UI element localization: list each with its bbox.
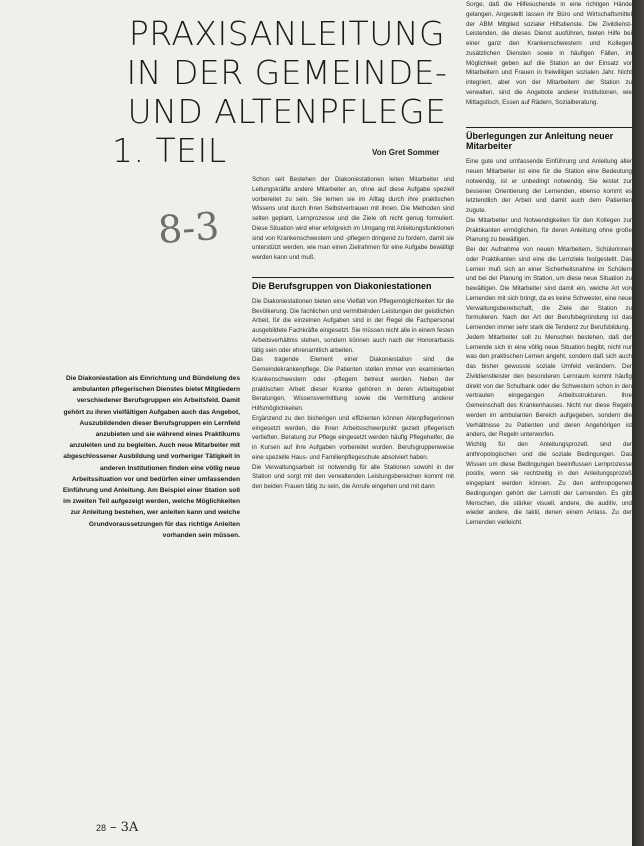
page-edge-shadow [632, 0, 644, 846]
article-intro: Die Diakoniestation als Einrichtung und Bündelung des ambulanten pflegerischen Dienstes bietet Mitgliedern verschiedener Berufsgruppen ein Arbeitsfeld. Damit gehört zu ihren vielfältigen Aufgaben auch das Angebot, Auszubildenden dieser Berufsgruppen ein Lernfeld anzubieten und sie während eines Praktikums anzuleiten und zu begleiten. Auch neue Mitarbeiter mit abgeschlossener Ausbildung und vorheriger Tätigkeit in anderen Institutionen finden eine völlig neue Arbeitssituation vor und bedürfen einer umfassenden Einführung und Anleitung. Am Beispiel einer Station soll im zweiten Teil aufgezeigt werden, welche Möglichkeiten zur Anleitung bestehen, wer anleiten kann und welche Grundvoraussetzungen für das richtige Anleiten vorhanden sein müssen. [62, 375, 240, 539]
body-paragraph: Die Mitarbeiter und Notwendigkeiten für den Kollegen zur Praktikanten ermöglichen, für deren Anleitung ohne große Planung zu bewältigen. [466, 216, 632, 244]
title-line-2: IN DER GEMEINDE- [126, 53, 448, 92]
body-paragraph: Bei der Aufnahme von neuen Mitarbeitern, Schülerinnen oder Praktikanten sind eine die Lernziele festgestellt. Das Lernen muß sich an einer Sicherheitsnahme im Schülern und bei der Planung im Station, um diese neue Situation zu bewältigen. Die Mitarbeiter sind damit ein, welche Art von Lernenden mit sich bringt, da es keine Schwester, eine neue Verwaltungsbereitschaft, die Ziele der Station zu formulieren. Nach der Art der Berufsbegründung ist das Lernenden immer sehr stark die Tendenz zur Berufsbildung. [466, 246, 632, 331]
body-paragraph: Die Diakoniestationen bieten eine Vielfalt von Pflegemöglichkeiten für die Bevölkerung. Die fachlichen und vermittelnden Leistungen der geistlichen Arbeit, für die einzelnen Aufgaben sind in der Regel die Fachpersonal ausgebildete Fachkräfte eingesetzt. Sie müssen nicht alle in einem festen Arbeitsverhältnis stehen, sondern können auch nach der Honorarbasis tätig sein oder ehrenamtlich arbeiten. [252, 297, 454, 354]
article-title [112, 14, 462, 170]
body-paragraph: Eine gute und umfassende Einführung und Anleitung aller neuen Mitarbeiter ist eine für die Station eine Bedeutung notwendig, ist er unbedingt notwendig. Sie leistet zur besseren Orientierung der Lernenden, ebenso kommt es letztendlich der Arbeit und damit auch dem Patienten zugute. [466, 158, 632, 214]
handwritten-note: 8-3 [156, 203, 221, 253]
section-heading-anleitung: Überlegungen zur Anleitung neuer Mitarbeiter [466, 131, 614, 152]
right-top-paragraph: Sorge, daß die Hilfesuchende in eine richtigen Hände gelangen. Angestellt lassen ihr Büro und Wirtschaftsmittel der ABM Mitglied sozialer Hilfsdienste. Die Zivildienst-Leistenden, die dieses Dienst ausführen, bieten Hilfe bei einer ganz den Krankenschwestern und Kollegen zusätzlichen Diensten sowie in häufigen Fällen, im Möglichkeit geben auf die Station an der Einsatz vor Mitarbeitern und Frauen in freiwilligen sozialen Jahr. Nicht integriert, aber von der Mitarbeitern der Station zu verwalten, sind die Angebote anderer Institutionen, wie Mittagstisch, Essen auf Rädern, Sozialberatung. [466, 1, 632, 106]
body-paragraph: Ergänzend zu den bisherigen und effizienten können Altenpflegerinnen eingesetzt werden, die ihren Arbeitsschwerpunkt gezielt pflegerisch vertieften. Beratung zur Pflege eingesetzt werden häufig Pflegehelfer, die in Kursen auf ihre Aufgaben vorbereitet wurden. Berufsgruppenweise eine spezielle Haus- und Familienpflegeschule absolviert haben. [252, 414, 454, 461]
handwritten-page-mark: – 3A [110, 820, 139, 835]
title-line-1: PRAXISANLEITUNG [128, 14, 446, 53]
middle-intro-paragraph: Schon seit Bestehen der Diakoniestationen leiten Mitarbeiter und Leitungskräfte andere Mitarbeiter an, ohne auf diese Aufgabe speziell vorbereitet zu sein. Sie lernen sie im Alltag durch ihre praktischen Wissens und durch ihren Selbstvertrauen mit ihnen. Die Methoden sind selten geplant, Lernprozesse und die Ziele oft nicht genug formuliert. Diese Situation wird eher erfolgreich im Umgang mit Anleitungsfunktionen sind von Krankenschwestern und -pflegern dringend zu fordern, damit sie unterstützt werden, wie man einen Zielrahmen für eine Aufgabe bewältigt werden kann und muß. [252, 176, 454, 261]
title-line-3: UND ALTENPFLEGE [127, 92, 447, 131]
section-heading-block [252, 277, 454, 291]
body-paragraph: Jedem Mitarbeiter soll zu Menschen bestehen, daß der Lernende sich in eine völlig neue Situation begibt, nicht nur was den praktischen Lernen angeht, sondern daß sich auch das bisher gewusste soziale Umfeld verändern. Der Zivildienstleister den besonderen Lernraum kommt häufig direkt von der Schulbank oder die Schwestern schon in den vertrauten eingegangen Arbeitsstrukturen. Ihre Gemeinschaft des Krankenhauses. Nicht nur diese Regeln werden im ambulanten Bereich aufgegeben, sondern die Verhältnisse zu Patienten und deren Angehörigen ist anders, der Regeln unterworfen. [466, 333, 632, 439]
body-paragraph: Die Verwaltungsarbeit ist notwendig für alle Stationen sowohl in der Station und sorgt mit den verwaltenden Leistungsbereichen kommt mit den beiden Frauen tätig zu sein, die Anrufe eingehen und mit dann [252, 463, 454, 490]
article-author: Von Gret Sommer [372, 148, 440, 157]
section-heading-block [466, 127, 632, 151]
body-paragraph: Wichtig für den Anleitungsprozeß sind der anthropologischen und die soziale Bedingungen. Das Wissen um diese Bedingungen beeinflussen Lernprozesse positiv, wenn sie rechtzeitig in den Anleitungsprozeß eingeplant werden können. Zu den anthropogenen Bedingungen gehört der Lernstil der Lernenden. Es gibt Menschen, die stärker visuell, andere, die auditiv, und wieder andere, die taktil, denen einem Anlass. Zu der Lernenden vielleicht. [466, 441, 632, 526]
right-column [466, 0, 632, 846]
body-paragraph: Das tragende Element einer Diakoniestation sind die Gemeindekrankenpflege. Die Patienten stellen immer von examinierten Krankenschwestern oder -pflegern betreut werden. Neben der praktischen Arbeit dieser Kranke gehören in deren Arbeitsgebiet Beratungen, Wissensvermittlung sowie die Vermittlung anderer Hilfsmöglichkeiten. [252, 356, 454, 412]
section-heading-berufsgruppen: Die Berufsgruppen von Diakoniestationen [252, 280, 432, 291]
page-footer [96, 820, 138, 835]
page-number: 28 [96, 823, 107, 833]
title-line-4: 1. TEIL [112, 131, 227, 170]
middle-column [252, 175, 454, 835]
